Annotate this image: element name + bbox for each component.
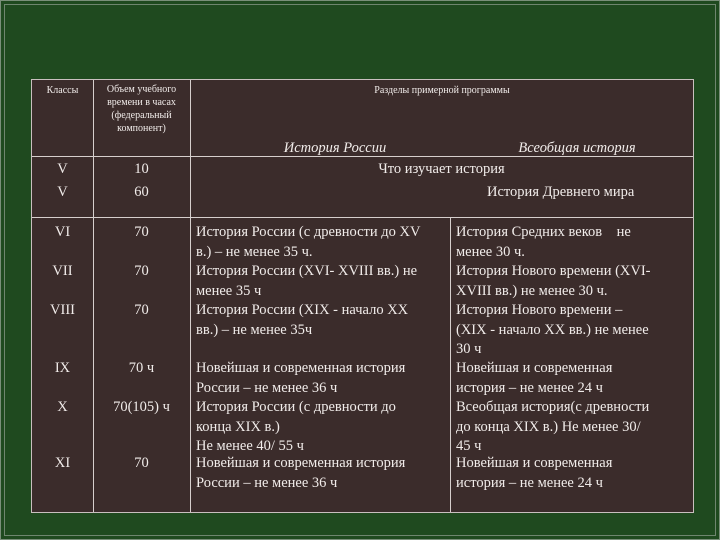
cell-line: История Средних веков не — [456, 224, 631, 240]
cell-line: России – не менее 36 ч — [196, 474, 338, 491]
cell-line: История России (с древности до — [196, 399, 396, 415]
cell-line: Новейшая и современная история — [196, 455, 406, 471]
cell-line: вв.) – не менее 35ч — [196, 321, 313, 338]
subheader-world: Всеобщая история — [518, 140, 636, 156]
cell-line: Новейшая и современная история — [196, 360, 406, 376]
hours-cell: 60 — [134, 184, 149, 200]
cell-line: 30 ч — [456, 341, 482, 357]
world-history-cell: История Древнего мира — [487, 184, 635, 200]
subheader-russia: История России — [283, 140, 387, 156]
world-history-cell — [456, 223, 631, 262]
cell-line: Не менее 40/ 55 ч — [196, 438, 304, 454]
cell-line: история – не менее 24 ч — [456, 379, 603, 396]
grade-cell: VIII — [50, 302, 75, 318]
cell-line: 45 ч — [456, 438, 482, 454]
row-divider — [32, 217, 693, 218]
grade-cell: X — [57, 399, 68, 415]
hours-cell: 70 — [134, 455, 149, 471]
cell-line: в.) – не менее 35 ч. — [196, 243, 313, 260]
world-history-cell — [456, 262, 651, 301]
cell-line: Всеобщая история(с древности — [456, 399, 650, 415]
cell-line: до конца XIX в.) Не менее 30/ — [456, 418, 641, 435]
grade-cell: V — [57, 161, 68, 177]
russia-history-cell — [196, 359, 405, 398]
grade-cell: V — [57, 184, 68, 200]
hours-cell: 70(105) ч — [113, 399, 170, 415]
world-history-cell — [456, 301, 649, 360]
cell-line: (XIX - начало XX вв.) не менее — [456, 321, 649, 338]
hours-cell: 10 — [134, 161, 149, 177]
column-divider — [190, 80, 191, 512]
hours-cell: 70 — [134, 263, 149, 279]
section-merged-cell: Что изучает история — [378, 161, 505, 177]
world-history-cell — [456, 454, 612, 493]
cell-line: XVIII вв.) не менее 30 ч. — [456, 282, 608, 299]
grade-cell: IX — [54, 360, 71, 376]
header-classes: Классы — [46, 85, 79, 96]
cell-line: конца XIX в.) — [196, 418, 280, 435]
header-hours: Объем учебного времени в часах (федеральный компонент) — [106, 84, 177, 134]
cell-line: История Нового времени (XVI- — [456, 263, 651, 279]
cell-line: менее 30 ч. — [456, 243, 525, 260]
world-history-cell — [456, 359, 612, 398]
cell-line: Новейшая и современная — [456, 455, 613, 471]
russia-history-cell — [196, 262, 417, 301]
grade-cell: VII — [52, 263, 73, 279]
cell-line: История Нового времени – — [456, 302, 623, 318]
cell-line: России – не менее 36 ч — [196, 379, 338, 396]
hours-cell: 70 ч — [128, 360, 155, 376]
cell-line: история – не менее 24 ч — [456, 474, 603, 491]
grade-cell: XI — [54, 455, 71, 471]
russia-history-cell — [196, 301, 408, 340]
hours-cell: 70 — [134, 302, 149, 318]
column-divider — [93, 80, 94, 512]
cell-line: История России (XIX - начало XX — [196, 302, 409, 318]
russia-history-cell — [196, 223, 420, 262]
world-history-cell — [456, 398, 649, 457]
cell-line: История России (XVI- XVIII вв.) не — [196, 263, 418, 279]
cell-line: менее 35 ч — [196, 282, 262, 299]
cell-line: История России (с древности до XV — [196, 224, 421, 240]
russia-history-cell — [196, 398, 396, 457]
cell-line: Новейшая и современная — [456, 360, 613, 376]
curriculum-table — [31, 79, 694, 513]
hours-cell: 70 — [134, 224, 149, 240]
russia-history-cell — [196, 454, 405, 493]
grade-cell: VI — [54, 224, 71, 240]
header-sections: Разделы примерной программы — [374, 85, 510, 96]
column-divider — [450, 217, 451, 512]
